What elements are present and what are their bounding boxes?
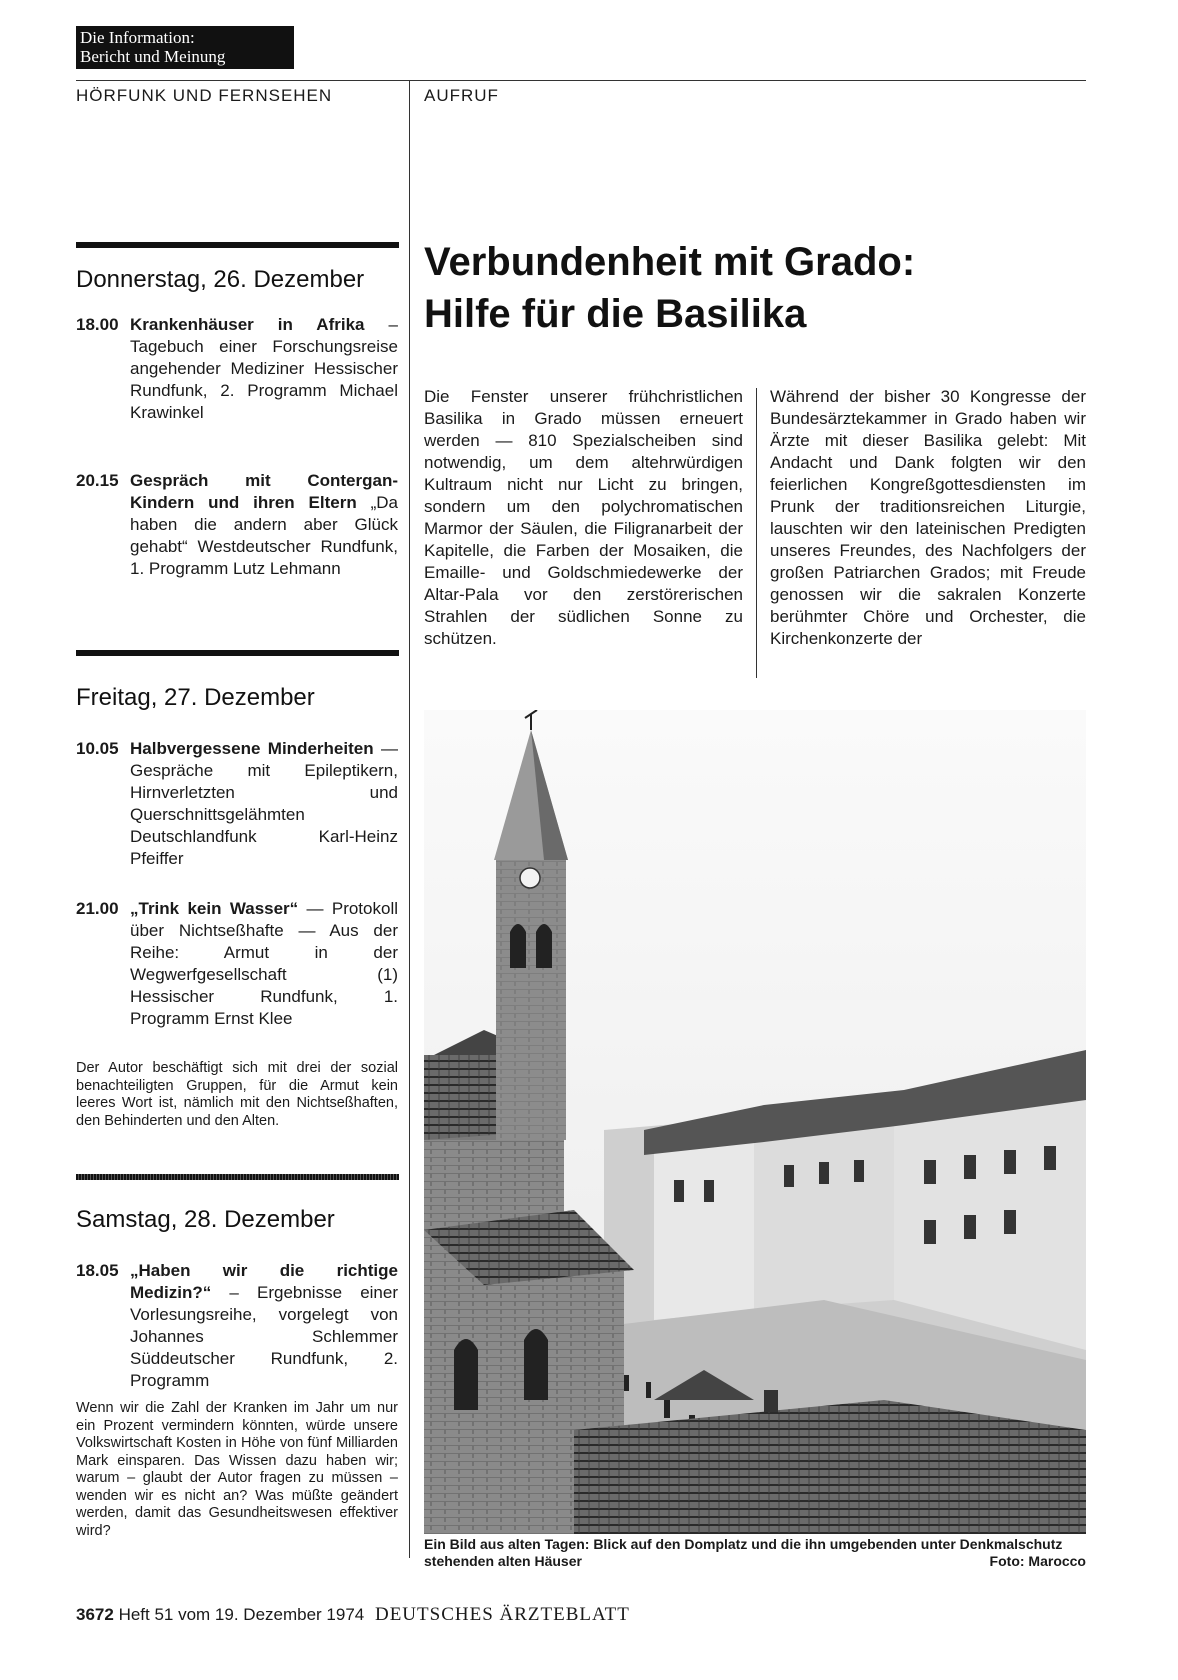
top-rule (76, 80, 1086, 81)
program-title: Gespräch mit Contergan-Kindern und ihren Eltern (130, 471, 398, 512)
day-rule (76, 242, 399, 248)
program-note: Wenn wir die Zahl der Kranken im Jahr um nur ein Prozent vermindern könnten, würde unsere Volkswirtschaft Kosten in Höhe von fünf Milliarden Mark einsparen. Das Wissen dazu haben wir; warum – glaubt der Autor fragen zu müssen – wenden wir es nicht an? Was müßte geändert werden, damit das Gesundheitswesen effektiver wird? (76, 1400, 398, 1539)
badge-line-1: Die Information: (80, 28, 195, 47)
program-item (76, 738, 398, 870)
program-item (76, 470, 398, 580)
program-time: 21.00 (76, 899, 119, 918)
program-note: Der Autor beschäftigt sich mit drei der sozial benachteiligten Gruppen, für die Armut kein leeres Wort ist, nämlich mit den Nichtseßhaften, den Behinderten und den Alten. (76, 1060, 398, 1129)
day-heading: Freitag, 27. Dezember (76, 684, 315, 711)
issue-info: Heft 51 vom 19. Dezember 1974 (118, 1605, 365, 1624)
section-badge (76, 26, 294, 69)
column-divider (409, 80, 410, 1558)
program-item (76, 314, 398, 424)
article-column-1: Die Fenster unserer frühchristlichen Basilika in Grado müssen erneuert werden — 810 Spezialscheiben sind notwendig, um dem altehrwürdigen Kultraum nicht nur Licht zu bringen, sondern um den polychromatischen Marmor der Säulen, die Filigranarbeit der Kapitelle, die Farben der Mosaiken, die Emaille- und Goldschmiedewerke der Altar-Pala vor den zerstörerischen Strahlen der südlichen Sonne zu schützen. (424, 387, 743, 648)
photo-caption (424, 1536, 1086, 1570)
section-label-left: HÖRFUNK UND FERNSEHEN (76, 86, 333, 105)
program-time: 18.05 (76, 1261, 119, 1280)
day-heading: Samstag, 28. Dezember (76, 1206, 335, 1233)
article-column-2: Während der bisher 30 Kongresse der Bundesärztekammer in Grado haben wir Ärzte mit dieser Basilika gelebt: Mit Andacht und Dank folgten wir den feierlichen Kongreßgottesdiensten im Prunk der traditionsreichen Liturgie, lauschten wir den lateinischen Predigten unseres Freundes, des Nachfolgers der großen Patriarchen Grados; mit Freude genossen wir die sakralen Konzerte berühmter Chöre und Orchester, die Kirchenkonzerte der (770, 387, 1086, 648)
program-title: „Trink kein Wasser“ (130, 899, 299, 918)
photo-credit: Foto: Marocco (989, 1553, 1086, 1569)
program-details: — Protokoll über Nichtseßhafte — Aus der Reihe: Armut in der Wegwerfgesellschaft (1) Hessischer Rundfunk, 1. Programm Ernst Klee (130, 899, 398, 1028)
program-details: – Ergebnisse einer Vorlesungsreihe, vorgelegt von Johannes Schlemmer Süddeutscher Rundfunk, 2. Programm (130, 1283, 398, 1390)
article-headline (424, 236, 1084, 340)
headline-line-1: Verbundenheit mit Grado: (424, 240, 916, 284)
section-label-right: AUFRUF (424, 86, 499, 105)
day-heading: Donnerstag, 26. Dezember (76, 266, 365, 293)
program-item (76, 1260, 398, 1392)
headline-line-2: Hilfe für die Basilika (424, 292, 807, 336)
day-rule (76, 1174, 399, 1180)
program-time: 20.15 (76, 471, 119, 490)
caption-text: Ein Bild aus alten Tagen: Blick auf den Domplatz und die ihn umgebenden unter Denkmalschutz stehenden alten Häuser (424, 1536, 1063, 1569)
program-time: 10.05 (76, 739, 119, 758)
program-title: „Haben wir die richtige Medizin?“ (130, 1261, 398, 1302)
article-column-divider (756, 388, 757, 678)
page-footer (76, 1604, 630, 1626)
basilica-photo (424, 710, 1086, 1534)
program-details: – Tagebuch einer Forschungsreise angehender Mediziner Hessischer Rundfunk, 2. Programm Michael Krawinkel (130, 315, 398, 422)
program-title: Krankenhäuser in Afrika (130, 315, 365, 334)
program-details: — Gespräche mit Epileptikern, Hirnverletzten und Querschnittsgelähmten Deutschlandfunk Karl-Heinz Pfeiffer (130, 739, 398, 868)
program-time: 18.00 (76, 315, 119, 334)
program-title: Halbvergessene Minderheiten (130, 739, 374, 758)
badge-line-2: Bericht und Meinung (80, 47, 226, 66)
program-item (76, 898, 398, 1030)
program-details: „Da haben die andern aber Glück gehabt“ Westdeutscher Rundfunk, 1. Programm Lutz Lehmann (130, 493, 398, 578)
journal-name: DEUTSCHES ÄRZTEBLATT (374, 1604, 630, 1625)
day-rule (76, 650, 399, 656)
page-number: 3672 (76, 1605, 114, 1624)
